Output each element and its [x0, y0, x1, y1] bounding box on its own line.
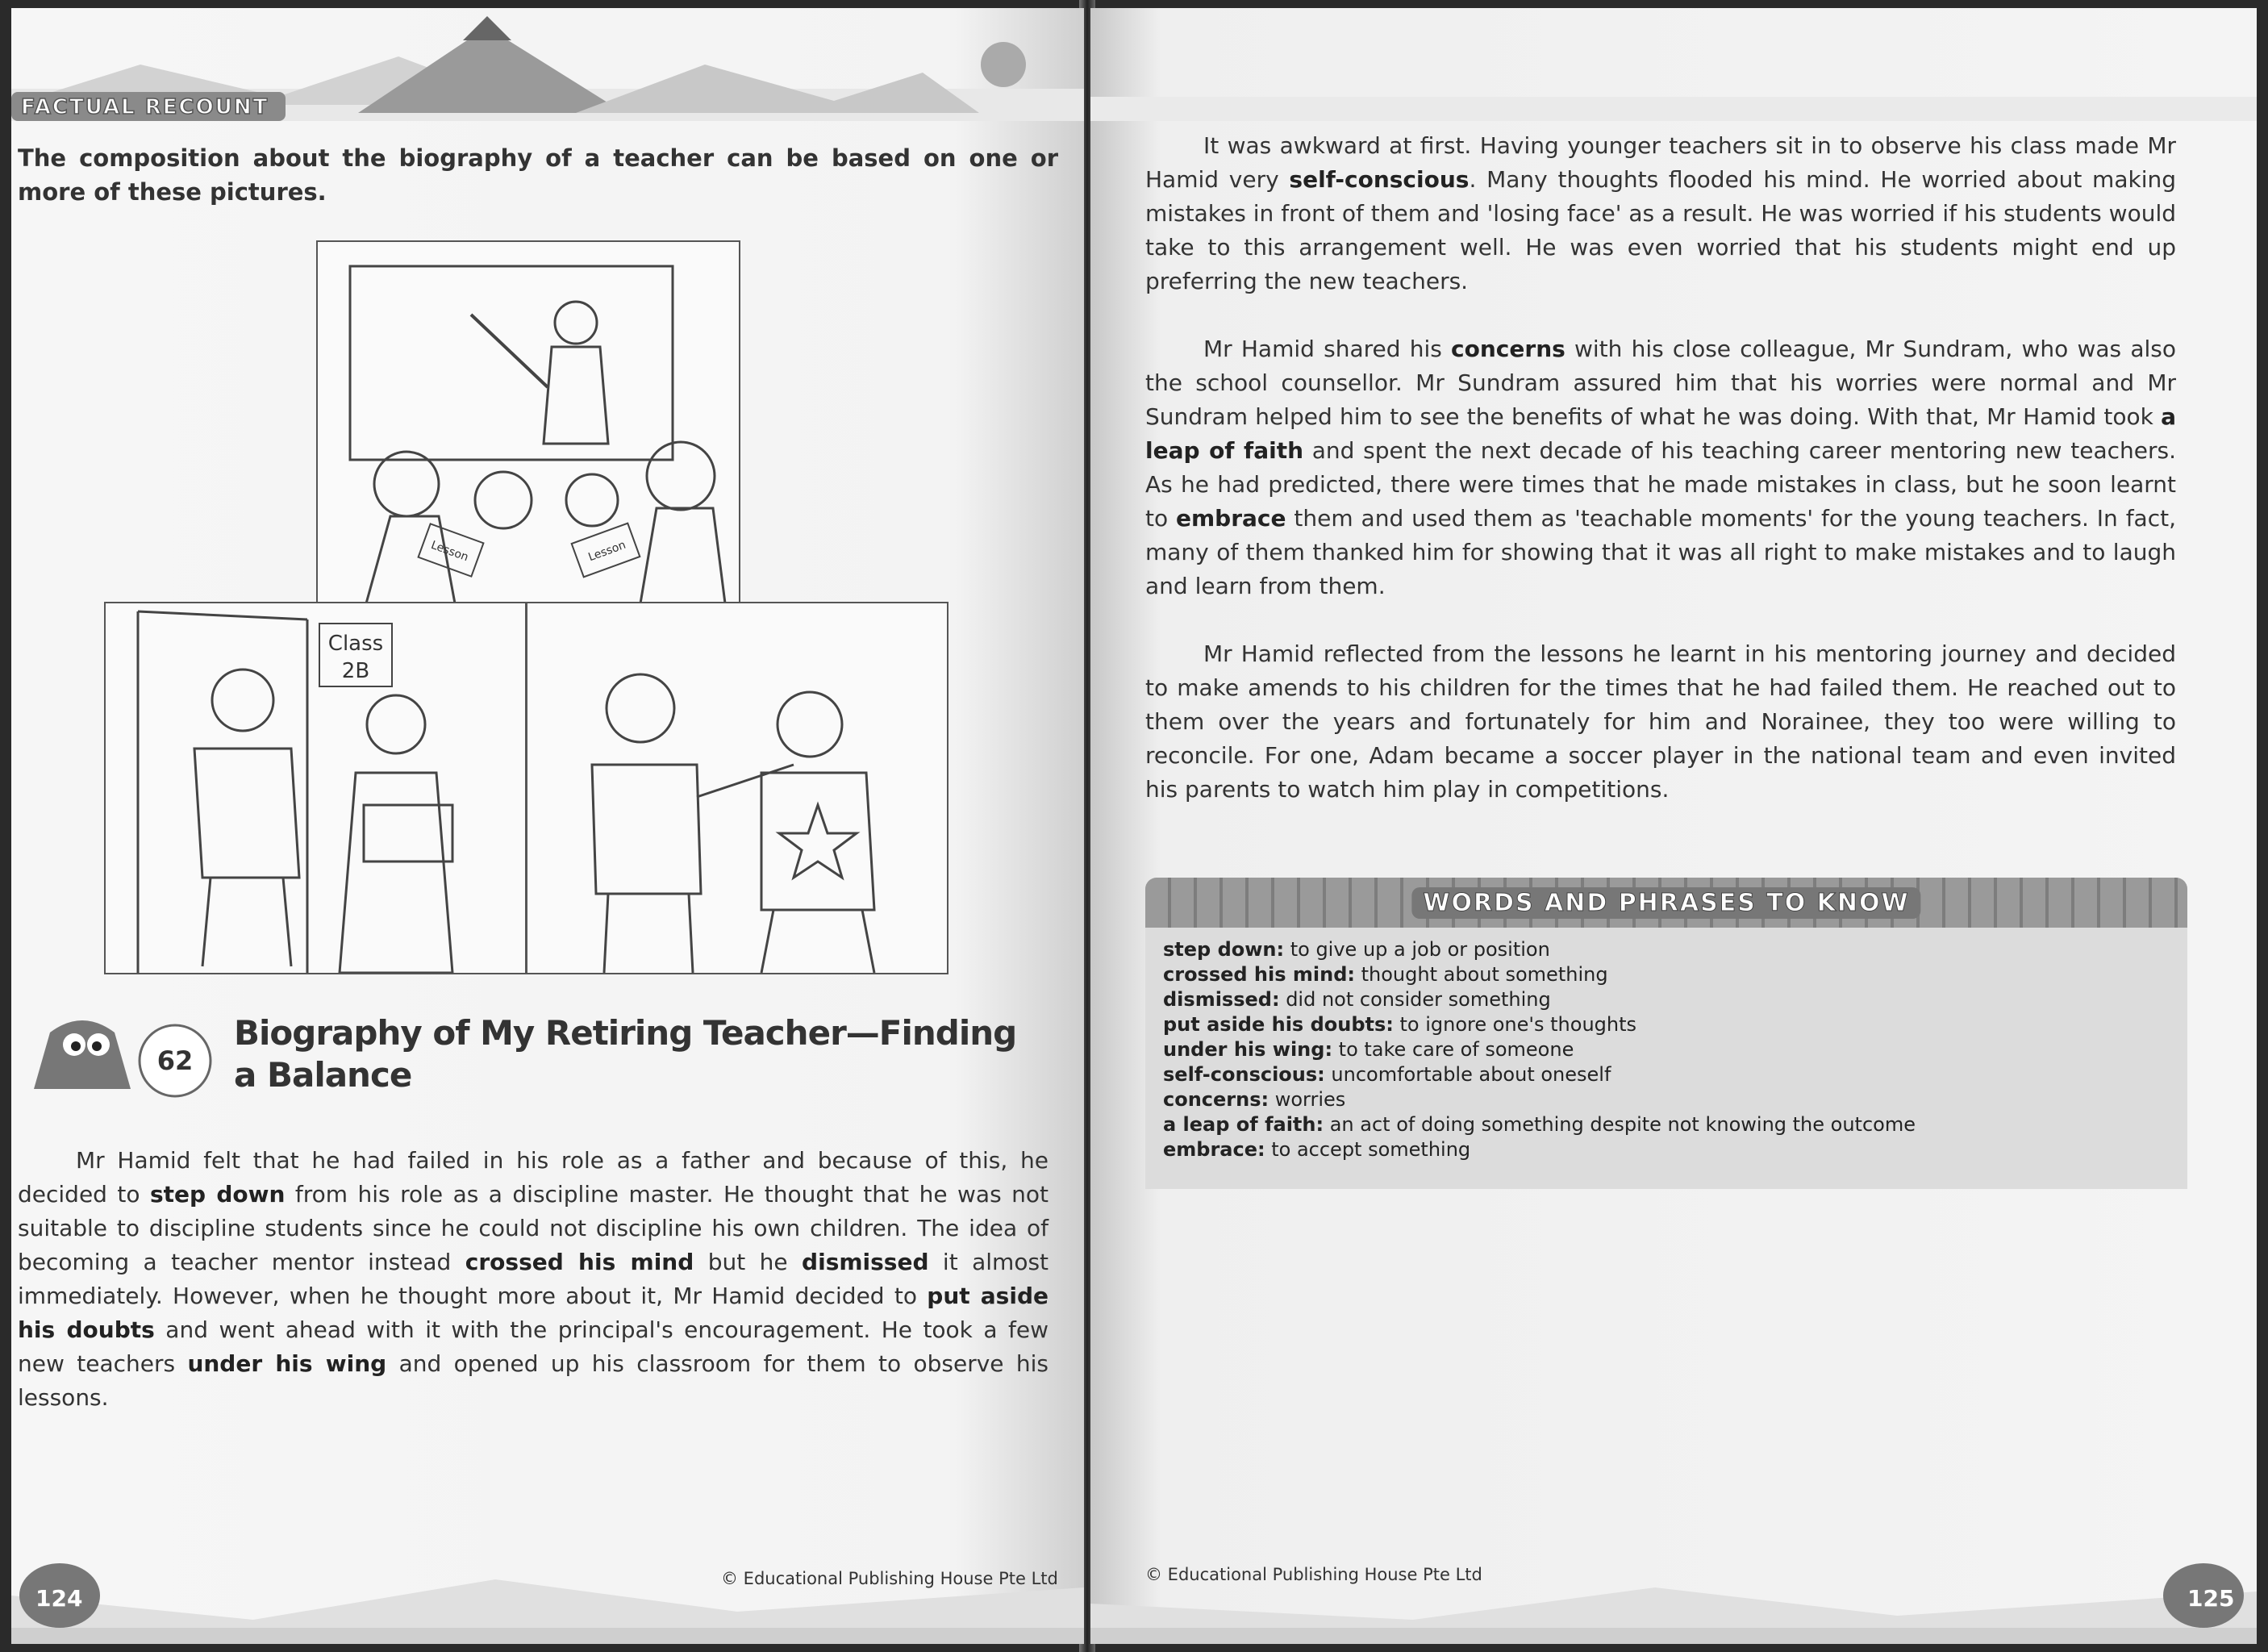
vocabulary-item [1163, 1087, 2170, 1112]
key-phrase: dismissed [802, 1249, 929, 1275]
text-run: but he [694, 1249, 803, 1275]
vocabulary-term: put aside his doubts: [1163, 1013, 1394, 1036]
book-label-left: Lesson [429, 538, 470, 565]
vocabulary-item [1163, 1037, 2170, 1062]
book-label-right: Lesson [586, 538, 628, 565]
right-page [1090, 8, 2257, 1644]
desert-footer-right [1090, 1547, 2257, 1644]
vocabulary-item [1163, 987, 2170, 1012]
text-run: it almost immediately. However, when he thought more about it, Mr Hamid decided to [18, 1249, 1049, 1309]
right-paragraph-2 [1145, 332, 2176, 603]
vocabulary-definition: to give up a job or position [1284, 938, 1550, 961]
vocabulary-term: step down: [1163, 938, 1285, 961]
right-body-text [1145, 129, 2176, 841]
vocabulary-definition: to ignore one's thoughts [1393, 1013, 1637, 1036]
teachers-picture [104, 602, 527, 974]
text-run: Mr Hamid felt that he had failed in his role as a father and because of this, he decided to [18, 1147, 1049, 1208]
right-paragraph-3 [1145, 637, 2176, 807]
vocabulary-item [1163, 937, 2170, 962]
class-sign-line2: 2B [341, 659, 370, 683]
vocabulary-header [1145, 878, 2187, 928]
vocabulary-term: under his wing: [1163, 1038, 1333, 1061]
dino-unit-badge [18, 1000, 227, 1113]
vocabulary-term: crossed his mind: [1163, 963, 1355, 986]
vocabulary-definition: thought about something [1354, 963, 1608, 986]
key-phrase: self-conscious [1289, 166, 1470, 193]
dino-mascot-icon [981, 42, 1026, 87]
vocabulary-definition: to take care of someone [1332, 1038, 1574, 1061]
right-top-strip [1090, 8, 2257, 121]
key-phrase: step down [149, 1181, 286, 1208]
vocabulary-item [1163, 962, 2170, 987]
vocabulary-box [1145, 878, 2187, 1189]
left-body-text [18, 1144, 1049, 1415]
students-picture [526, 602, 948, 974]
unit-number: 62 [156, 1045, 194, 1076]
vocabulary-item [1163, 1062, 2170, 1087]
key-phrase: crossed his mind [465, 1249, 694, 1275]
vocabulary-term: concerns: [1163, 1088, 1269, 1111]
key-phrase: under his wing [187, 1350, 387, 1377]
vocabulary-term: embrace: [1163, 1138, 1265, 1161]
text-run: and opened up his classroom for them to observe his lessons. [18, 1350, 1049, 1411]
text-run: . Many thoughts flooded his mind. He worried about making mistakes in front of them and 'losing face' as a result. He was worried if his students would take to this arrangement well. He was even worried that his students might end up preferring the new teachers. [1145, 166, 2176, 294]
dino-icon [34, 1020, 131, 1089]
copyright: © Educational Publishing House Pte Ltd [1145, 1565, 1482, 1584]
key-phrase: concerns [1451, 336, 1566, 362]
vocabulary-term: dismissed: [1163, 988, 1280, 1011]
vocabulary-term: self-conscious: [1163, 1063, 1325, 1086]
vocabulary-definition: worries [1269, 1088, 1346, 1111]
left-paragraph [18, 1144, 1049, 1415]
vocabulary-item [1163, 1112, 2170, 1137]
vocabulary-item [1163, 1012, 2170, 1037]
vocabulary-list [1145, 928, 2187, 1172]
text-run: Mr Hamid shared his [1203, 336, 1452, 362]
right-paragraph-1 [1145, 129, 2176, 298]
left-page [11, 8, 1084, 1644]
text-run: and went ahead with it with the principal's encouragement. He took a few new teachers [18, 1316, 1049, 1377]
classroom-picture [316, 240, 740, 605]
text-run: them and used them as 'teachable moments' for the young teachers. In fact, many of them thanked him for showing that it was all right to make mistakes and to laugh and learn from them. [1145, 505, 2176, 599]
class-sign-line1: Class [327, 632, 384, 656]
key-phrase: a leap of faith [1145, 403, 2176, 464]
vocabulary-definition: to accept something [1265, 1138, 1471, 1161]
vocabulary-item [1163, 1137, 2170, 1162]
vocabulary-definition: an act of doing something despite not knowing the outcome [1324, 1113, 1916, 1136]
page-number: 124 [35, 1585, 83, 1612]
vocabulary-title: WORDS AND PHRASES TO KNOW [1411, 887, 1920, 919]
text-run: with his close colleague, Mr Sundram, who was also the school counsellor. Mr Sundram assured him that his worries were normal and Mr Sundram helped him to see the benefits of what he was doing. With that, Mr Hamid took [1145, 336, 2176, 430]
star-shirt-icon [779, 805, 857, 878]
intro-text: The composition about the biography of a teacher can be based on one or more of these pictures. [18, 144, 1058, 206]
unit-title: Biography of My Retiring Teacher—Finding a Balance [234, 1013, 1017, 1095]
key-phrase: put aside his doubts [18, 1283, 1049, 1343]
text-run: It was awkward at first. Having younger teachers sit in to observe his class made Mr Hamid very [1145, 132, 2176, 193]
copyright: © Educational Publishing House Pte Ltd [721, 1569, 1058, 1588]
key-phrase: embrace [1176, 505, 1286, 532]
page-number: 125 [2187, 1585, 2235, 1612]
vocabulary-term: a leap of faith: [1163, 1113, 1324, 1136]
text-run: from his role as a discipline master. He thought that he was not suitable to discipline students since he could not discipline his own children. The idea of becoming a teacher mentor instead [18, 1181, 1049, 1275]
desert-footer [11, 1547, 1084, 1644]
text-run: Mr Hamid reflected from the lessons he learnt in his mentoring journey and decided to make amends to his children for the times that he had failed them. He reached out to them over the years and fortunately for him and Norainee, they too were willing to reconcile. For one, Adam became a soccer player in the national team and even invited his parents to watch him play in competitions. [1145, 640, 2176, 803]
section-label: FACTUAL RECOUNT [21, 95, 269, 119]
text-run: and spent the next decade of his teaching career mentoring new teachers. As he had predicted, there were times that he made mistakes in class, but he soon learnt to [1145, 437, 2176, 532]
vocabulary-definition: did not consider something [1279, 988, 1551, 1011]
vocabulary-definition: uncomfortable about oneself [1324, 1063, 1611, 1086]
